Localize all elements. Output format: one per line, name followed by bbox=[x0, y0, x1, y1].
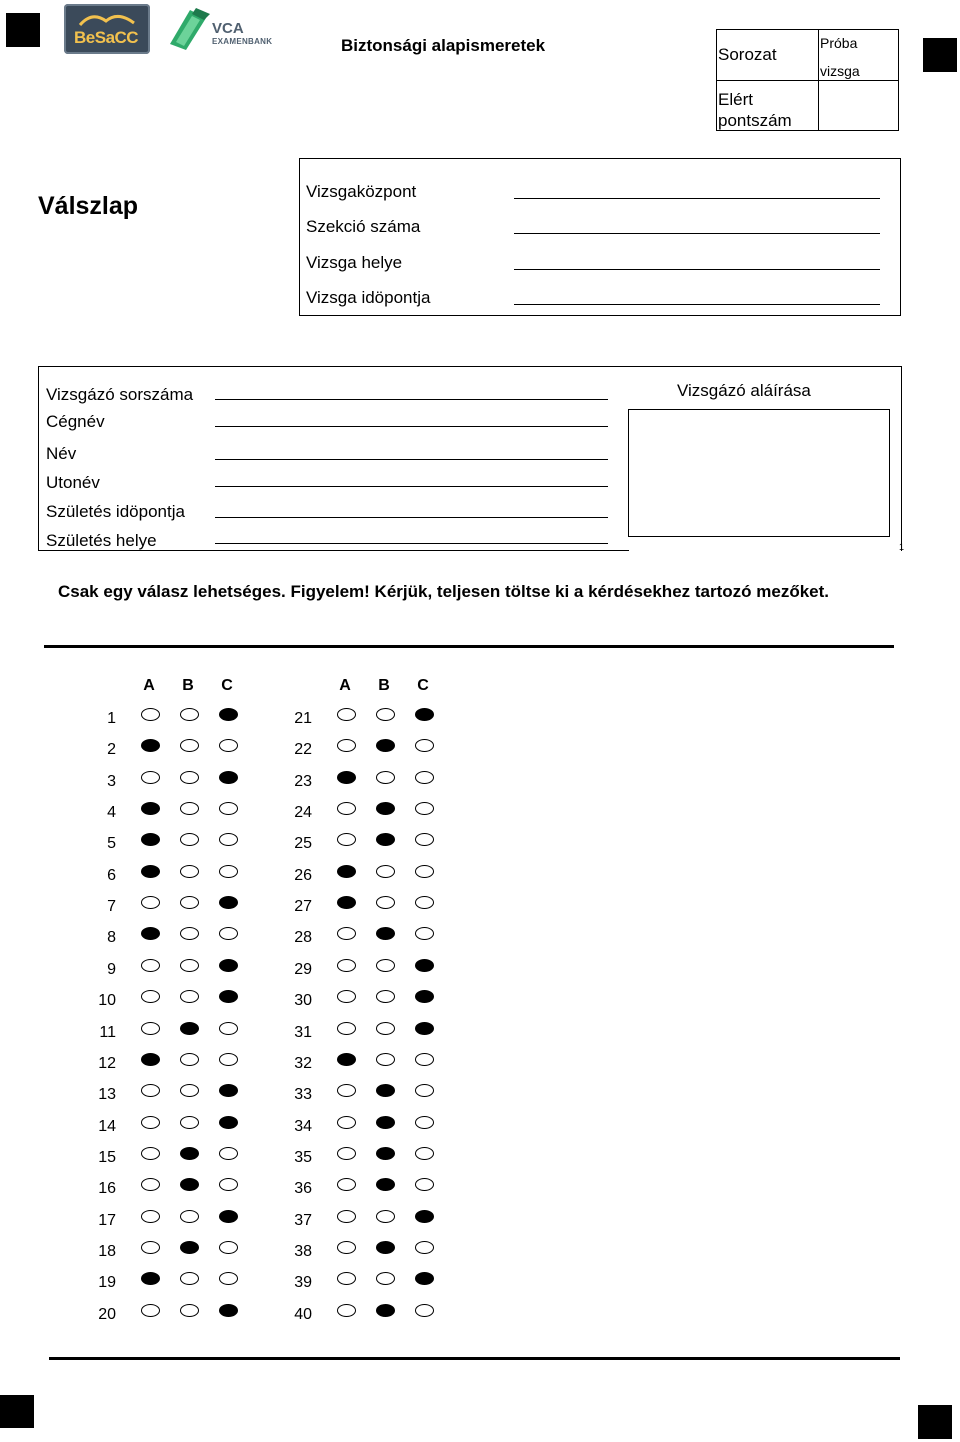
answer-bubble-6-b[interactable] bbox=[180, 865, 199, 878]
answer-bubble-35-b[interactable] bbox=[376, 1147, 395, 1160]
answer-bubble-16-b[interactable] bbox=[180, 1178, 199, 1191]
box-divider-horizontal bbox=[717, 80, 898, 81]
vca-logo bbox=[166, 6, 276, 52]
answer-bubble-21-a[interactable] bbox=[337, 708, 356, 721]
answer-bubble-18-a[interactable] bbox=[141, 1241, 160, 1254]
answer-bubble-24-c[interactable] bbox=[415, 802, 434, 815]
question-number: 2 bbox=[107, 741, 116, 759]
question-number: 34 bbox=[294, 1117, 312, 1135]
answer-bubble-40-b[interactable] bbox=[376, 1304, 395, 1317]
answer-bubble-33-a[interactable] bbox=[337, 1084, 356, 1097]
vca-cap-icon bbox=[166, 6, 212, 50]
series-label: Sorozat bbox=[718, 45, 777, 64]
sheet-title: Válszlap bbox=[38, 192, 139, 220]
answer-bubble-25-b[interactable] bbox=[376, 833, 395, 846]
answer-bubble-23-a[interactable] bbox=[337, 771, 356, 784]
answer-bubble-29-a[interactable] bbox=[337, 959, 356, 972]
answer-bubble-17-c[interactable] bbox=[219, 1210, 238, 1223]
besacc-swoosh-icon bbox=[78, 9, 136, 29]
birth-date-field[interactable] bbox=[215, 517, 608, 518]
answer-bubble-13-b[interactable] bbox=[180, 1084, 199, 1097]
answer-bubble-31-b[interactable] bbox=[376, 1022, 395, 1035]
registration-mark-bottom-left bbox=[0, 1395, 34, 1428]
answer-bubble-40-a[interactable] bbox=[337, 1304, 356, 1317]
exam-location-field[interactable] bbox=[514, 269, 880, 270]
answer-bubble-1-c[interactable] bbox=[219, 708, 238, 721]
question-number: 10 bbox=[98, 992, 116, 1010]
score-label-line1: Elért bbox=[718, 90, 753, 109]
answer-bubble-12-b[interactable] bbox=[180, 1053, 199, 1066]
answer-bubble-36-b[interactable] bbox=[376, 1178, 395, 1191]
answer-bubble-18-c[interactable] bbox=[219, 1241, 238, 1254]
answer-bubble-15-b[interactable] bbox=[180, 1147, 199, 1160]
question-number: 37 bbox=[294, 1211, 312, 1229]
question-number: 36 bbox=[294, 1180, 312, 1198]
question-number: 39 bbox=[294, 1274, 312, 1292]
series-score-box bbox=[716, 29, 899, 131]
answer-bubble-37-a[interactable] bbox=[337, 1210, 356, 1223]
answer-bubble-28-a[interactable] bbox=[337, 927, 356, 940]
answer-bubble-37-c[interactable] bbox=[415, 1210, 434, 1223]
answer-bubble-12-a[interactable] bbox=[141, 1053, 160, 1066]
answer-bubble-31-a[interactable] bbox=[337, 1022, 356, 1035]
answer-bubble-19-a[interactable] bbox=[141, 1272, 160, 1285]
answer-bubble-38-c[interactable] bbox=[415, 1241, 434, 1254]
answer-bubble-33-b[interactable] bbox=[376, 1084, 395, 1097]
question-number: 3 bbox=[107, 772, 116, 790]
question-number: 29 bbox=[294, 960, 312, 978]
exam-field-label: Vizsgaközpont bbox=[306, 182, 417, 201]
exam-date-field[interactable] bbox=[514, 304, 880, 305]
answer-bubble-27-a[interactable] bbox=[337, 896, 356, 909]
answer-bubble-11-b[interactable] bbox=[180, 1022, 199, 1035]
answer-bubble-15-a[interactable] bbox=[141, 1147, 160, 1160]
answer-bubble-3-a[interactable] bbox=[141, 771, 160, 784]
question-number: 33 bbox=[294, 1086, 312, 1104]
question-number: 30 bbox=[294, 992, 312, 1010]
answer-bubble-22-c[interactable] bbox=[415, 739, 434, 752]
answer-bubble-14-c[interactable] bbox=[219, 1116, 238, 1129]
question-number: 5 bbox=[107, 835, 116, 853]
answer-bubble-39-c[interactable] bbox=[415, 1272, 434, 1285]
candidate-field-label: Név bbox=[46, 444, 77, 463]
answer-bubble-34-b[interactable] bbox=[376, 1116, 395, 1129]
question-number: 7 bbox=[107, 898, 116, 916]
answer-bubble-38-a[interactable] bbox=[337, 1241, 356, 1254]
answer-bubble-20-a[interactable] bbox=[141, 1304, 160, 1317]
registration-mark-bottom-right bbox=[918, 1405, 952, 1439]
vca-logo-subtext: EXAMENBANK bbox=[212, 37, 273, 46]
answer-bubble-38-b[interactable] bbox=[376, 1241, 395, 1254]
candidate-info-box bbox=[38, 366, 905, 552]
answer-bubble-16-c[interactable] bbox=[219, 1178, 238, 1191]
score-label-line2: pontszám bbox=[718, 111, 792, 130]
question-number: 13 bbox=[98, 1086, 116, 1104]
signature-label: Vizsgázó aláírása bbox=[677, 381, 811, 400]
answer-bubble-30-b[interactable] bbox=[376, 990, 395, 1003]
answer-bubble-12-c[interactable] bbox=[219, 1053, 238, 1066]
answer-bubble-16-a[interactable] bbox=[141, 1178, 160, 1191]
answer-bubble-7-a[interactable] bbox=[141, 896, 160, 909]
answer-bubble-29-c[interactable] bbox=[415, 959, 434, 972]
answer-bubble-17-a[interactable] bbox=[141, 1210, 160, 1223]
column-header-c: C bbox=[221, 677, 233, 694]
answer-bubble-10-c[interactable] bbox=[219, 990, 238, 1003]
answer-bubble-28-b[interactable] bbox=[376, 927, 395, 940]
answer-bubble-26-b[interactable] bbox=[376, 865, 395, 878]
answer-bubble-36-a[interactable] bbox=[337, 1178, 356, 1191]
answer-bubble-2-c[interactable] bbox=[219, 739, 238, 752]
answer-bubble-5-a[interactable] bbox=[141, 833, 160, 846]
question-number: 27 bbox=[294, 898, 312, 916]
answer-bubble-31-c[interactable] bbox=[415, 1022, 434, 1035]
question-number: 25 bbox=[294, 835, 312, 853]
question-number: 6 bbox=[107, 866, 116, 884]
answer-bubble-7-b[interactable] bbox=[180, 896, 199, 909]
company-name-field[interactable] bbox=[215, 426, 608, 427]
vca-logo-text: VCA bbox=[212, 20, 244, 37]
question-number: 16 bbox=[98, 1180, 116, 1198]
answer-bubble-13-c[interactable] bbox=[219, 1084, 238, 1097]
birth-place-field[interactable] bbox=[215, 543, 608, 544]
answer-bubble-4-c[interactable] bbox=[219, 802, 238, 815]
answer-bubble-4-a[interactable] bbox=[141, 802, 160, 815]
answer-bubble-13-a[interactable] bbox=[141, 1084, 160, 1097]
answer-bubble-35-a[interactable] bbox=[337, 1147, 356, 1160]
question-number: 31 bbox=[294, 1023, 312, 1041]
page-mark: 1 bbox=[899, 542, 905, 552]
answer-bubble-21-c[interactable] bbox=[415, 708, 434, 721]
answer-bubble-6-c[interactable] bbox=[219, 865, 238, 878]
answer-bubble-5-c[interactable] bbox=[219, 833, 238, 846]
candidate-number-field[interactable] bbox=[215, 399, 608, 400]
exam-center-field[interactable] bbox=[514, 198, 880, 199]
candidate-field-label: Születés idöpontja bbox=[46, 502, 185, 521]
answer-bubble-26-a[interactable] bbox=[337, 865, 356, 878]
answer-bubble-9-b[interactable] bbox=[180, 959, 199, 972]
answer-bubble-22-a[interactable] bbox=[337, 739, 356, 752]
answer-bubble-3-b[interactable] bbox=[180, 771, 199, 784]
answer-bubble-30-c[interactable] bbox=[415, 990, 434, 1003]
question-number: 1 bbox=[107, 710, 116, 727]
section-number-field[interactable] bbox=[514, 233, 880, 234]
answer-bubble-34-c[interactable] bbox=[415, 1116, 434, 1129]
question-number: 14 bbox=[98, 1117, 116, 1135]
question-number: 4 bbox=[107, 804, 116, 822]
answer-bubble-24-b[interactable] bbox=[376, 802, 395, 815]
answer-bubble-17-b[interactable] bbox=[180, 1210, 199, 1223]
answer-bubble-15-c[interactable] bbox=[219, 1147, 238, 1160]
question-number: 15 bbox=[98, 1148, 116, 1166]
answer-bubble-19-c[interactable] bbox=[219, 1272, 238, 1285]
answer-bubble-24-a[interactable] bbox=[337, 802, 356, 815]
answer-bubble-32-b[interactable] bbox=[376, 1053, 395, 1066]
question-number: 38 bbox=[294, 1242, 312, 1260]
question-number: 35 bbox=[294, 1148, 312, 1166]
answer-bubble-21-b[interactable] bbox=[376, 708, 395, 721]
exam-field-label: Szekció száma bbox=[306, 217, 421, 236]
question-number: 26 bbox=[294, 866, 312, 884]
question-number: 8 bbox=[107, 929, 116, 947]
answer-bubble-8-a[interactable] bbox=[141, 927, 160, 940]
answer-bubble-7-c[interactable] bbox=[219, 896, 238, 909]
answer-bubble-6-a[interactable] bbox=[141, 865, 160, 878]
answer-bubble-2-b[interactable] bbox=[180, 739, 199, 752]
exam-field-label: Vizsga helye bbox=[306, 253, 403, 272]
answer-bubble-34-a[interactable] bbox=[337, 1116, 356, 1129]
answer-bubble-10-b[interactable] bbox=[180, 990, 199, 1003]
question-number: 23 bbox=[294, 772, 312, 790]
question-number: 18 bbox=[98, 1242, 116, 1260]
answer-bubble-8-b[interactable] bbox=[180, 927, 199, 940]
besacc-logo-text: BeSaCC bbox=[74, 28, 139, 47]
answer-bubble-39-a[interactable] bbox=[337, 1272, 356, 1285]
answer-bubble-36-c[interactable] bbox=[415, 1178, 434, 1191]
answer-bubble-25-a[interactable] bbox=[337, 833, 356, 846]
answer-bubble-29-b[interactable] bbox=[376, 959, 395, 972]
question-number: 9 bbox=[107, 960, 116, 978]
question-number: 32 bbox=[294, 1054, 312, 1072]
candidate-field-label: Vizsgázó sorszáma bbox=[46, 385, 194, 404]
question-number: 20 bbox=[98, 1305, 116, 1323]
answer-bubble-35-c[interactable] bbox=[415, 1147, 434, 1160]
besacc-logo bbox=[64, 4, 150, 54]
first-name-field[interactable] bbox=[215, 486, 608, 487]
question-number: 21 bbox=[294, 710, 312, 727]
answer-bubble-32-c[interactable] bbox=[415, 1053, 434, 1066]
question-number: 24 bbox=[294, 804, 312, 822]
answer-bubble-32-a[interactable] bbox=[337, 1053, 356, 1066]
question-number: 40 bbox=[294, 1305, 312, 1323]
column-header-a: A bbox=[143, 677, 155, 694]
surname-field[interactable] bbox=[215, 459, 608, 460]
registration-mark-top-left bbox=[6, 13, 40, 47]
column-header-b: B bbox=[378, 677, 390, 694]
question-number: 28 bbox=[294, 929, 312, 947]
instruction-text: Csak egy válasz lehetséges. Figyelem! Kérjük, teljesen töltse ki a kérdésekhez tartozó mezőket. bbox=[58, 582, 830, 601]
column-header-c: C bbox=[417, 677, 429, 694]
answer-bubble-11-a[interactable] bbox=[141, 1022, 160, 1035]
answer-bubble-23-c[interactable] bbox=[415, 771, 434, 784]
column-header-a: A bbox=[339, 677, 351, 694]
answer-bubble-26-c[interactable] bbox=[415, 865, 434, 878]
answer-bubble-20-b[interactable] bbox=[180, 1304, 199, 1317]
signature-box[interactable] bbox=[628, 409, 890, 537]
series-value-line1: Próba bbox=[820, 35, 858, 51]
document-title: Biztonsági alapismeretek bbox=[341, 36, 546, 55]
series-value-line2: vizsga bbox=[820, 63, 860, 79]
exam-info-box bbox=[299, 158, 901, 316]
candidate-box-bottom-line bbox=[39, 550, 629, 551]
candidate-field-label: Utonév bbox=[46, 473, 100, 492]
answer-bubble-30-a[interactable] bbox=[337, 990, 356, 1003]
answer-bubble-9-c[interactable] bbox=[219, 959, 238, 972]
answer-bubble-14-b[interactable] bbox=[180, 1116, 199, 1129]
answer-bubble-37-b[interactable] bbox=[376, 1210, 395, 1223]
answer-bubble-2-a[interactable] bbox=[141, 739, 160, 752]
answer-bubble-40-c[interactable] bbox=[415, 1304, 434, 1317]
answer-bubble-1-a[interactable] bbox=[141, 708, 160, 721]
answer-bubble-4-b[interactable] bbox=[180, 802, 199, 815]
answer-bubble-20-c[interactable] bbox=[219, 1304, 238, 1317]
exam-field-label: Vizsga idöpontja bbox=[306, 288, 431, 307]
answer-bubble-9-a[interactable] bbox=[141, 959, 160, 972]
answer-bubble-25-c[interactable] bbox=[415, 833, 434, 846]
answer-bubble-10-a[interactable] bbox=[141, 990, 160, 1003]
bottom-rule bbox=[49, 1357, 900, 1360]
answer-bubble-14-a[interactable] bbox=[141, 1116, 160, 1129]
column-header-b: B bbox=[182, 677, 194, 694]
candidate-field-label: Cégnév bbox=[46, 412, 105, 431]
question-number: 19 bbox=[98, 1274, 116, 1292]
answer-bubble-11-c[interactable] bbox=[219, 1022, 238, 1035]
answer-bubble-8-c[interactable] bbox=[219, 927, 238, 940]
answer-bubble-33-c[interactable] bbox=[415, 1084, 434, 1097]
answer-bubble-39-b[interactable] bbox=[376, 1272, 395, 1285]
answer-bubble-18-b[interactable] bbox=[180, 1241, 199, 1254]
top-rule bbox=[44, 645, 894, 648]
answer-bubble-3-c[interactable] bbox=[219, 771, 238, 784]
answer-bubble-22-b[interactable] bbox=[376, 739, 395, 752]
question-number: 22 bbox=[294, 741, 312, 759]
answer-bubble-19-b[interactable] bbox=[180, 1272, 199, 1285]
candidate-field-label: Születés helye bbox=[46, 531, 157, 550]
answer-bubble-27-b[interactable] bbox=[376, 896, 395, 909]
question-number: 11 bbox=[99, 1023, 116, 1041]
answer-bubble-5-b[interactable] bbox=[180, 833, 199, 846]
answer-bubble-1-b[interactable] bbox=[180, 708, 199, 721]
question-number: 12 bbox=[98, 1054, 116, 1072]
question-number: 17 bbox=[98, 1211, 116, 1229]
registration-mark-top-right bbox=[923, 38, 957, 72]
answer-bubble-27-c[interactable] bbox=[415, 896, 434, 909]
answer-bubble-28-c[interactable] bbox=[415, 927, 434, 940]
answer-bubble-23-b[interactable] bbox=[376, 771, 395, 784]
